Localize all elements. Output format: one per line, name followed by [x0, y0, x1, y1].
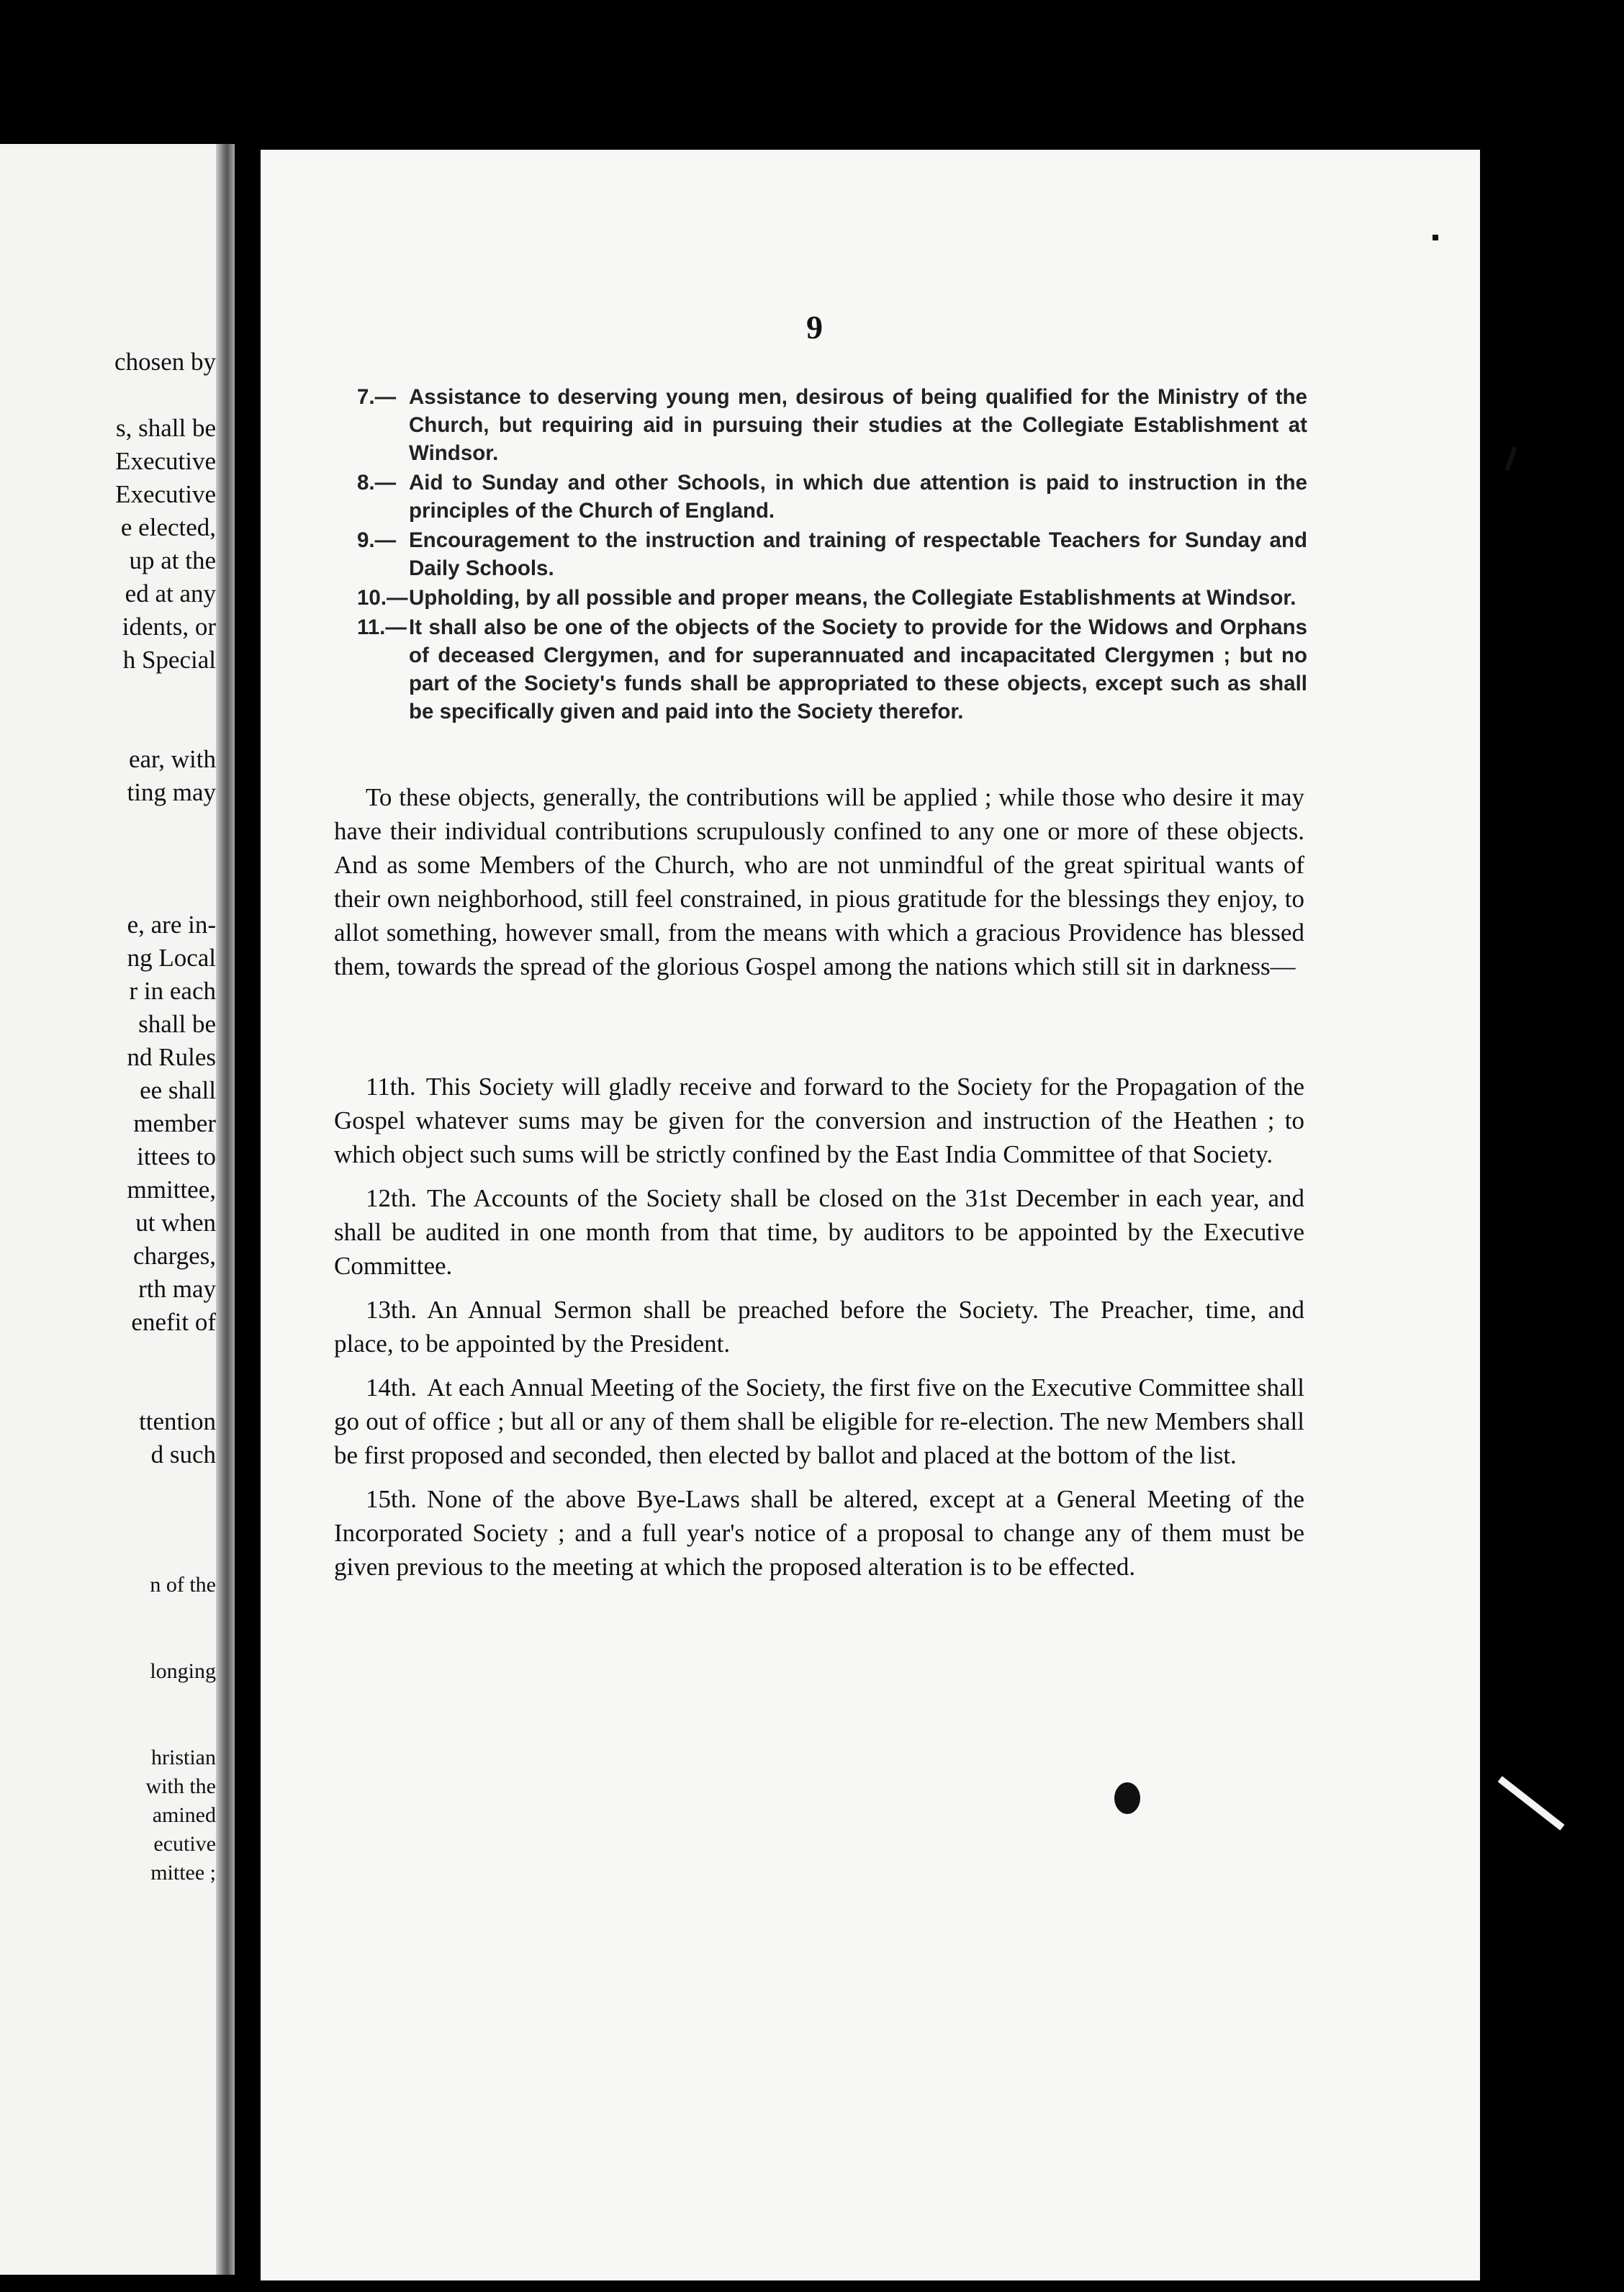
list-item	[357, 383, 1307, 467]
facing-page-line: s, shall be	[115, 414, 216, 442]
list-item	[357, 469, 1307, 525]
facing-page-line: member	[133, 1109, 216, 1137]
objects-list	[357, 383, 1307, 727]
facing-page-line: e elected,	[120, 513, 216, 541]
facing-page-line: longing	[150, 1659, 216, 1683]
facing-page-line: idents, or	[122, 613, 216, 641]
facing-page-line: nd Rules	[127, 1043, 216, 1071]
facing-page-line: r in each	[129, 977, 216, 1005]
facing-page-line	[0, 809, 216, 842]
facing-page-line	[0, 1686, 216, 1715]
facing-page-line	[0, 1372, 216, 1405]
facing-page-line	[0, 1471, 216, 1504]
speck	[1433, 235, 1438, 240]
speck	[1505, 446, 1517, 471]
facing-page-line: rth may	[138, 1275, 216, 1303]
facing-page-line: chosen by	[114, 348, 216, 376]
intro-paragraph-block	[334, 780, 1304, 983]
facing-page-line: ut when	[135, 1209, 216, 1237]
facing-page-line	[0, 1339, 216, 1372]
facing-page-line	[0, 1538, 216, 1571]
bylaw-text: At each Annual Meeting of the Society, the first five on the Executive Committee shall go out of office ; but all or any of them shall be eligible for re-election. The new Members shall be first proposed and seconded, then elected by ballot and placed at the bottom of the list.	[334, 1373, 1304, 1469]
scratch-mark	[1498, 1776, 1565, 1831]
facing-page-line: ee shall	[140, 1076, 216, 1104]
facing-page-line: hristian	[151, 1746, 216, 1769]
bylaw-paragraph	[334, 1371, 1304, 1472]
facing-page-line: d such	[150, 1440, 216, 1468]
facing-page-line: up at the	[129, 546, 216, 574]
bylaw-label: 13th.	[366, 1296, 417, 1324]
bylaw-paragraph	[334, 1482, 1304, 1584]
facing-page-line	[0, 1715, 216, 1743]
facing-page-text	[0, 346, 216, 1887]
bylaw-label: 15th.	[366, 1485, 417, 1513]
facing-page-line: ittees to	[137, 1142, 216, 1170]
list-item-text: Encouragement to the instruction and training of respectable Teachers for Sunday and Daily Schools.	[409, 528, 1307, 580]
facing-page-line: enefit of	[131, 1308, 216, 1336]
facing-page-line	[0, 710, 216, 743]
bylaw-text: None of the above Bye-Laws shall be altered, except at a General Meeting of the Incorporated Society ; and a full year's notice of a proposal to change any of them must be given previous to the meeting at which the proposed alteration is to be effected.	[334, 1485, 1304, 1581]
facing-page-line: mittee ;	[150, 1861, 216, 1885]
bylaw-text: An Annual Sermon shall be preached before the Society. The Preacher, time, and place, to be appointed by the President.	[334, 1296, 1304, 1358]
facing-page-line: amined	[152, 1803, 216, 1827]
list-item-text: It shall also be one of the objects of the Society to provide for the Widows and Orphans of deceased Clergymen, and for superannuated and incapacitated Clergymen ; but no part of the Society's funds shall be appropriated to these objects, except such as shall be specifically given and paid into the Society therefor.	[409, 615, 1307, 723]
facing-page-line: shall be	[138, 1010, 216, 1038]
list-item	[357, 526, 1307, 582]
bylaw-text: This Society will gladly receive and forward to the Society for the Propagation of the Gospel whatever sums may be given for the conversion and instruction of the Heathen ; to which object such sums will be strictly confined by the East India Committee of that Society.	[334, 1073, 1304, 1168]
facing-page-line: ting may	[127, 778, 216, 806]
facing-page	[0, 144, 229, 2275]
list-item	[357, 613, 1307, 726]
facing-page-line: n of the	[150, 1573, 216, 1597]
facing-page-line: charges,	[133, 1242, 216, 1270]
facing-page-line: h Special	[122, 646, 216, 674]
bylaw-text: The Accounts of the Society shall be closed on the 31st December in each year, and shall be audited in one month from that time, by auditors to be appointed by the Executive Committee.	[334, 1184, 1304, 1280]
list-item-text: Assistance to deserving young men, desirous of being qualified for the Ministry of the Church, but requiring aid in pursuing their studies at the Collegiate Establishment at Windsor.	[409, 385, 1307, 465]
bylaw-paragraph	[334, 1070, 1304, 1171]
bylaw-label: 11th.	[366, 1073, 416, 1101]
facing-page-line: e, are in-	[127, 911, 216, 939]
facing-page-line: mmittee,	[127, 1176, 216, 1204]
facing-page-line: Executive	[115, 447, 216, 475]
bylaw-paragraph	[334, 1181, 1304, 1283]
list-item-text: Upholding, by all possible and proper means, the Collegiate Establishments at Windsor.	[409, 586, 1296, 610]
list-item-number: 10.—	[357, 586, 408, 610]
bylaw-label: 14th.	[366, 1373, 417, 1402]
facing-page-line	[0, 1504, 216, 1538]
facing-page-line: with the	[145, 1774, 216, 1798]
list-item-number: 7.—	[357, 385, 397, 409]
book-gutter	[216, 144, 235, 2275]
list-item-number: 11.—	[357, 615, 407, 639]
list-item-text: Aid to Sunday and other Schools, in which due attention is paid to instruction in the principles of the Church of England.	[409, 471, 1307, 523]
facing-page-line: ecutive	[153, 1832, 216, 1856]
page-number: 9	[806, 309, 823, 346]
intro-paragraph: To these objects, generally, the contributions will be applied ; while those who desire it may have their individual contributions scrupulously confined to any one or more of these objects. And as some Members of the Church, who are not unmindful of the great spiritual wants of their own neighborhood, still feel constrained, in pious gratitude for the blessings they enjoy, to allot something, however small, from the means with which a gracious Providence has blessed them, towards the spread of the glorious Gospel among the nations which still sit in darkness—	[334, 783, 1304, 980]
bylaw-label: 12th.	[366, 1184, 417, 1212]
facing-page-line	[0, 1600, 216, 1628]
bylaws-section	[334, 1070, 1304, 1594]
list-item-number: 9.—	[357, 528, 397, 552]
ink-blot	[1114, 1782, 1140, 1814]
list-item-number: 8.—	[357, 471, 397, 495]
facing-page-line: ear, with	[128, 745, 216, 773]
facing-page-line: Executive	[115, 480, 216, 508]
facing-page-line	[0, 875, 216, 908]
facing-page-line: ng Local	[127, 944, 216, 972]
facing-page-line	[0, 1628, 216, 1657]
facing-page-line: ttention	[139, 1407, 216, 1435]
bylaw-paragraph	[334, 1293, 1304, 1361]
facing-page-line	[0, 379, 216, 412]
facing-page-line: ed at any	[125, 579, 216, 608]
facing-page-line	[0, 677, 216, 710]
facing-page-line	[0, 842, 216, 875]
list-item	[357, 584, 1307, 612]
